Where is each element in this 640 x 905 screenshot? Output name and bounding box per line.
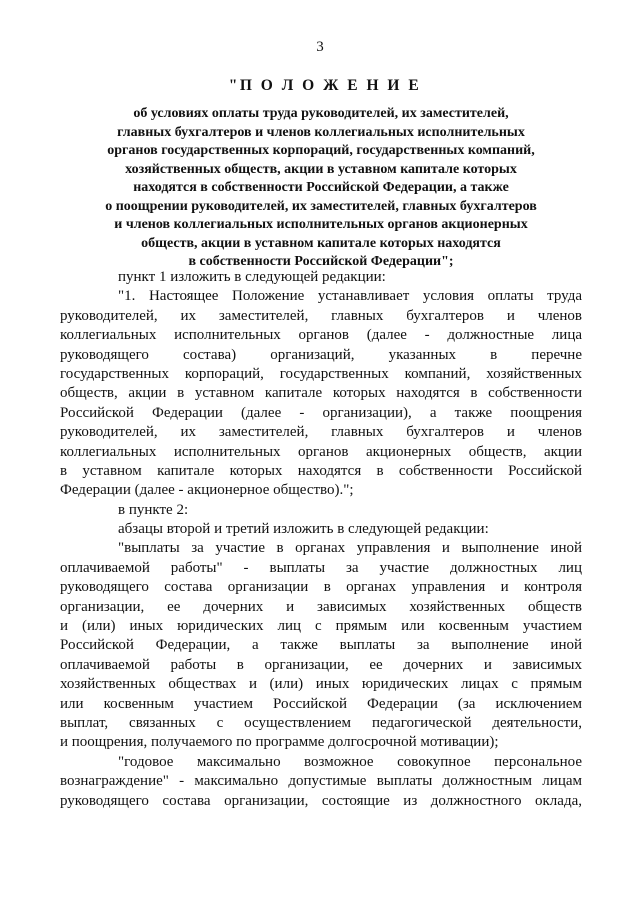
text-line: и поощрения, получаемого по программе долгосрочной мотивации);: [60, 734, 499, 751]
title-line: главных бухгалтеров и членов коллегиальных исполнительных: [117, 124, 525, 140]
text-line: коллегиальных исполнительных органов акционерных обществ, акции: [60, 443, 582, 460]
text-line: руководителей, их заместителей, главных бухгалтеров и членов: [60, 307, 582, 324]
text-line: руководящего состава организации, состоящие из должностного оклада,: [60, 792, 582, 809]
page-number: 3: [316, 39, 324, 55]
text-line: Российской Федерации (далее - организации), а также поощрения: [60, 404, 582, 421]
title-line: находятся в собственности Российской Федерации, а также: [133, 180, 509, 195]
text-line: и (или) иных юридических лиц с прямым или косвенным участием: [60, 618, 582, 635]
title-line: в собственности Российской Федерации";: [188, 254, 454, 269]
text-line: оплачиваемой работы" - выплаты за участие должностных лиц: [60, 559, 582, 576]
title-line: об условиях оплаты труда руководителей, их заместителей,: [133, 106, 509, 121]
text-line: организации, ее дочерних и зависимых хозяйственных обществ: [60, 598, 582, 615]
text-line: обществ, акции в уставном капитале которых находятся в собственности: [60, 385, 582, 402]
text-line: руководящего состава) организаций, указанных в перечне: [60, 346, 582, 363]
text-line: вознаграждение" - максимально допустимые выплаты должностным лицам: [60, 773, 582, 790]
title-line: обществ, акции в уставном капитале которых находятся: [141, 235, 501, 251]
title-heading: "П О Л О Ж Е Н И Е: [228, 77, 422, 94]
text-line: государственных корпораций, государственных компаний, хозяйственных: [60, 365, 582, 382]
text-line: или косвенным участием Российской Федерации (за исключением: [60, 695, 582, 712]
text-line: коллегиальных исполнительных органов (далее - должностные лица: [60, 327, 582, 344]
text-line: абзацы второй и третий изложить в следующей редакции:: [118, 521, 489, 538]
text-line: в уставном капитале которых находятся в собственности Российской: [60, 462, 582, 479]
body-text: [60, 268, 582, 811]
text-line: Федерации (далее - акционерное общество).";: [60, 482, 354, 499]
title-line: хозяйственных обществ, акции в уставном капитале которых: [125, 161, 517, 177]
text-line: "годовое максимально возможное совокупное персональное: [118, 753, 582, 770]
title-line: и членов коллегиальных исполнительных органов акционерных: [114, 217, 528, 232]
title-line: органов государственных корпораций, государственных компаний,: [107, 143, 535, 158]
text-line: в пункте 2:: [118, 501, 189, 518]
text-line: пункт 1 изложить в следующей редакции:: [118, 269, 386, 285]
text-line: руководящего состава организации в органах управления и контроля: [60, 579, 582, 596]
title-subheading: [60, 105, 582, 272]
text-line: хозяйственных обществах и (или) иных юридических лицах с прямым: [60, 676, 582, 693]
text-line: "выплаты за участие в органах управления и выполнение иной: [118, 540, 582, 557]
text-line: выплат, связанных с осуществлением педагогической деятельности,: [60, 714, 582, 731]
document-title: [60, 76, 582, 272]
text-line: Российской Федерации, а также выплаты за выполнение иной: [60, 637, 582, 654]
text-line: оплачиваемой работы в организации, ее дочерних и зависимых: [60, 656, 582, 673]
title-line: о поощрении руководителей, их заместителей, главных бухгалтеров: [105, 198, 537, 214]
text-line: "1. Настоящее Положение устанавливает условия оплаты труда: [118, 288, 582, 305]
text-line: руководителей, их заместителей, главных бухгалтеров и членов: [60, 424, 582, 441]
